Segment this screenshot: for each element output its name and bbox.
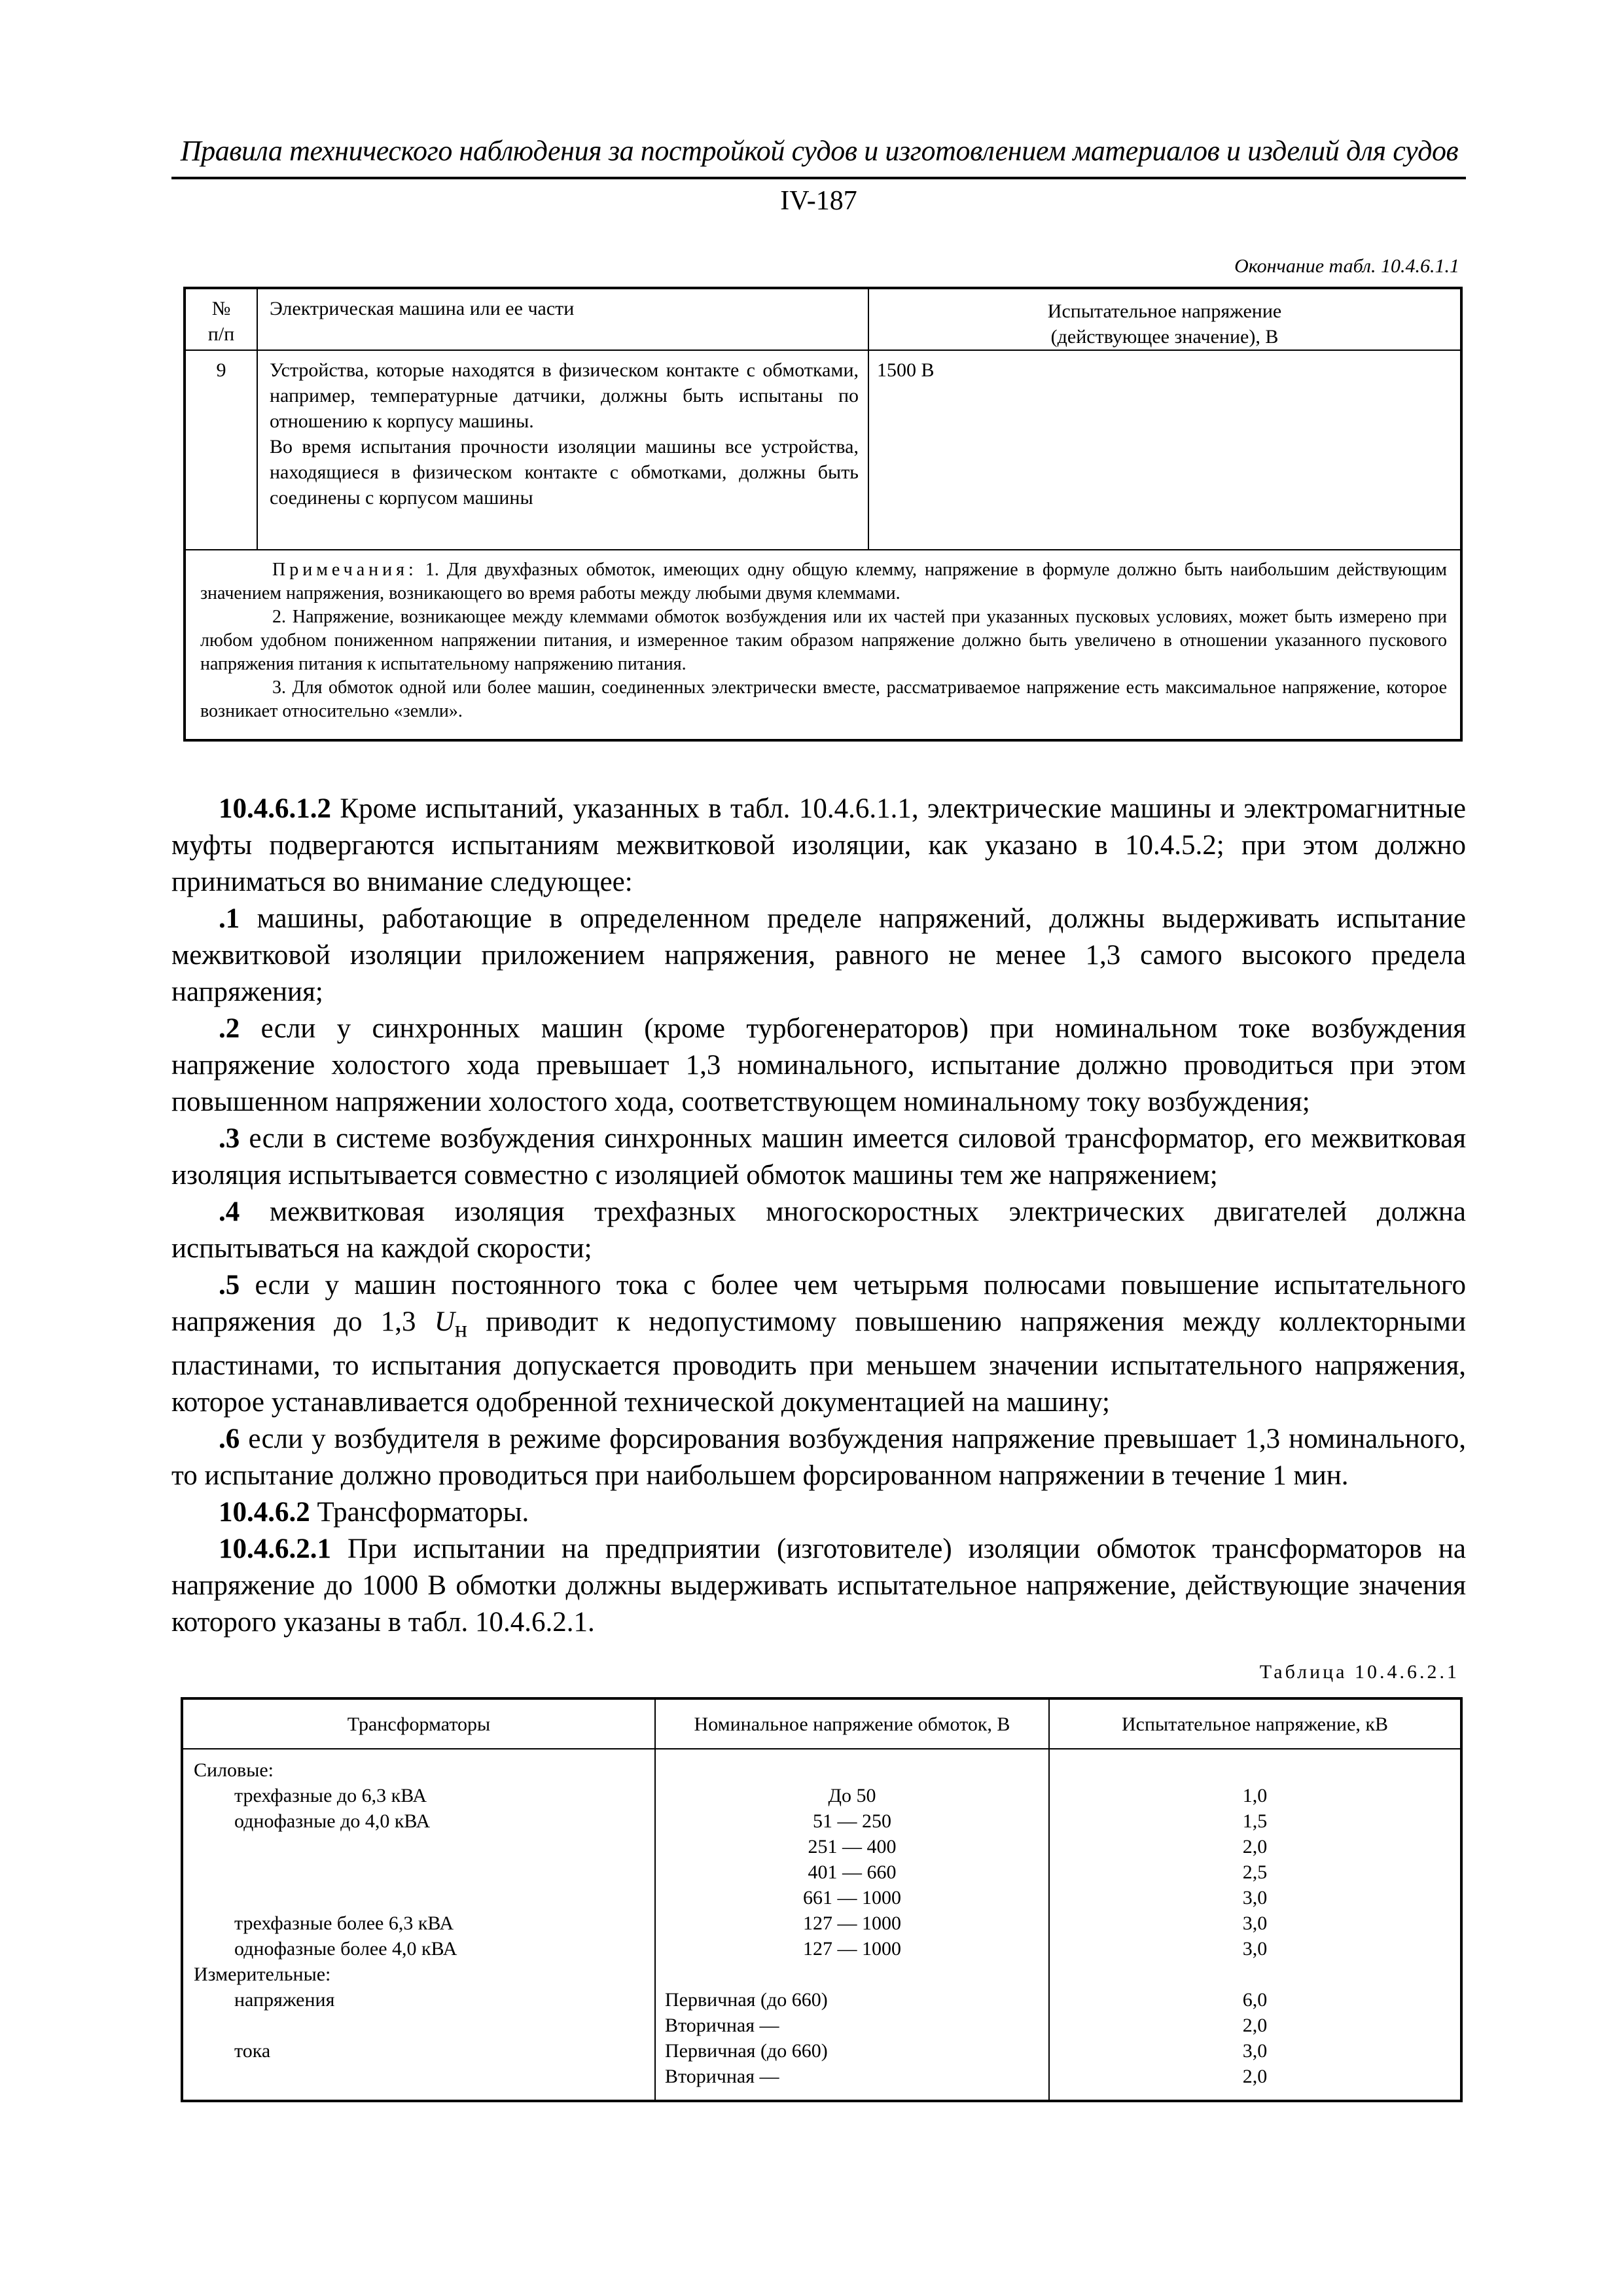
list-item (171, 1121, 1466, 1194)
header-number-line2: п/п (207, 323, 235, 345)
paragraph-text: Кроме испытаний, указанных в табл. 10.4.6.1.1, электрические машины и электромагнитные муфты подвергаются испытаниям межвитковой изоляции, как указано в 10.4.5.2; при этом должно приниматься во внимание следующее: (171, 793, 1466, 897)
cell-transformer-type: однофазные более 4,0 кВА (182, 1936, 655, 1962)
item-number: .2 (219, 1013, 240, 1044)
item-number: .5 (219, 1270, 240, 1300)
note-2: 2. Напряжение, возникающее между клеммами обмоток возбуждения или их частей при указанных пусковых условиях, может быть измерено при любом удобном пониженном напряжении питания, и измеренное таким образом напряжение должно быть увеличено в отношении указанного пускового напряжения питания к испытательному напряжению питания. (200, 607, 1447, 674)
cell-transformer-type: трехфазные до 6,3 кВА (182, 1783, 655, 1808)
table-notes-row (185, 550, 1461, 740)
list-item (171, 1267, 1466, 1421)
note-1-text: 1. Для двухфазных обмоток, имеющих одну общую клемму, напряжение в формуле должно быть наибольшим действующим значением напряжения, возникающего во время работы между любыми двумя клеммами. (200, 560, 1448, 603)
item-text: если в системе возбуждения синхронных машин имеется силовой трансформатор, его межвитковая изоляция испытывается совместно с изоляцией обмоток машины тем же напряжением; (171, 1123, 1466, 1191)
table1-caption: Окончание табл. 10.4.6.1.1 (1234, 255, 1459, 277)
item-text: межвитковая изоляция трехфазных многоскоростных электрических двигателей должна испытываться на каждой скорости; (171, 1196, 1466, 1264)
cell-transformer-type: Силовые: (182, 1749, 655, 1783)
clause-number: 10.4.6.1.2 (219, 793, 331, 824)
cell-nominal-voltage: 251 — 400 (655, 1834, 1049, 1859)
voltage-symbol: U (434, 1306, 455, 1337)
paragraph-text: Трансформаторы. (310, 1496, 529, 1528)
cell-transformer-type: однофазные до 4,0 кВА (182, 1808, 655, 1834)
cell-test-voltage: 2,0 (1049, 2064, 1461, 2101)
cell-test-voltage (1049, 1749, 1461, 1783)
cell-transformer-type (182, 1885, 655, 1910)
running-header-title: Правила технического наблюдения за постройкой судов и изготовлением материалов и изделий для судов (180, 135, 1459, 167)
table-notes (185, 550, 1461, 740)
table-row (182, 1962, 1461, 1987)
cell-test-voltage: 2,0 (1049, 1834, 1461, 1859)
table2-header-transformers: Трансформаторы (182, 1698, 655, 1749)
cell-transformer-type: трехфазные более 6,3 кВА (182, 1910, 655, 1936)
table-row (182, 2038, 1461, 2064)
item-number: .1 (219, 903, 240, 934)
cell-test-voltage: 3,0 (1049, 1936, 1461, 1962)
cell-transformer-type: напряжения (182, 1987, 655, 2013)
table-row (182, 1808, 1461, 1834)
item-text: машины, работающие в определенном пределе напряжений, должны выдерживать испытание межвитковой изоляции приложением напряжения, равного не менее 1,3 самого высокого предела напряжения; (171, 903, 1466, 1007)
cell-nominal-voltage (655, 1962, 1049, 1987)
cell-nominal-voltage: До 50 (655, 1783, 1049, 1808)
note-1 (200, 558, 1447, 605)
cell-nominal-voltage: 401 — 660 (655, 1859, 1049, 1885)
cell-nominal-voltage: Вторичная — (655, 2064, 1049, 2101)
cell-test-voltage: 2,0 (1049, 2013, 1461, 2038)
item-text: если у синхронных машин (кроме турбогенераторов) при номинальном токе возбуждения напряжение холостого хода превышает 1,3 номинального, испытание должно проводиться при этом повышенном напряжении холостого хода, соответствующем номинальному току возбуждения; (171, 1013, 1466, 1117)
cell-nominal-voltage: Первичная (до 660) (655, 2038, 1049, 2064)
cell-nominal-voltage: 51 — 250 (655, 1808, 1049, 1834)
paragraph-10-4-6-2 (171, 1494, 1466, 1531)
item-number: .4 (219, 1196, 240, 1227)
table1-header-number (185, 288, 257, 350)
item-text: если у возбудителя в режиме форсирования возбуждения напряжение превышает 1,3 номинального, то испытание должно проводиться при наибольшем форсированном напряжении в течение 1 мин. (171, 1423, 1466, 1491)
row-description-part2: Во время испытания прочности изоляции машины все устройства, находящиеся в физическом контакте с обмотками, должны быть соединены с корпусом машины (270, 436, 859, 509)
paragraph-text: При испытании на предприятии (изготовителе) изоляции обмоток трансформаторов на напряжение до 1000 В обмотки должны выдерживать испытательное напряжение, действующие значения которого указаны в табл. 10.4.6.2.1. (171, 1533, 1466, 1638)
table-row (182, 1910, 1461, 1936)
transformer-test-table (181, 1697, 1463, 2102)
table2-header-test: Испытательное напряжение, кВ (1049, 1698, 1461, 1749)
cell-nominal-voltage: 127 — 1000 (655, 1936, 1049, 1962)
header-voltage-line2: (действующее значение), В (1050, 326, 1279, 348)
cell-test-voltage: 3,0 (1049, 2038, 1461, 2064)
table-row (185, 350, 1461, 550)
voltage-subscript: н (454, 1316, 468, 1342)
cell-transformer-type: тока (182, 2038, 655, 2064)
table-row (182, 1987, 1461, 2013)
page-number: IV-187 (780, 186, 857, 216)
cell-transformer-type (182, 2064, 655, 2101)
cell-test-voltage: 1,0 (1049, 1783, 1461, 1808)
table1-header-voltage (868, 288, 1461, 350)
item-number: .3 (219, 1123, 240, 1154)
table-row (182, 1936, 1461, 1962)
clause-number: 10.4.6.2 (219, 1496, 310, 1528)
row-voltage: 1500 В (868, 350, 1461, 550)
item-number: .6 (219, 1423, 240, 1454)
table2-header-nominal: Номинальное напряжение обмоток, В (655, 1698, 1049, 1749)
header-number-line1: № (211, 298, 231, 319)
cell-transformer-type (182, 1859, 655, 1885)
cell-nominal-voltage: 127 — 1000 (655, 1910, 1049, 1936)
cell-test-voltage: 6,0 (1049, 1987, 1461, 2013)
header-rule (171, 177, 1466, 179)
cell-transformer-type: Измерительные: (182, 1962, 655, 1987)
row-description-part1: Устройства, которые находятся в физическом контакте с обмотками, например, температурные датчики, должны быть испытаны по отношению к корпусу машины. (270, 359, 859, 432)
cell-transformer-type (182, 1834, 655, 1859)
header-voltage-line1: Испытательное напряжение (1047, 300, 1282, 322)
table-row (182, 1885, 1461, 1910)
cell-test-voltage (1049, 1962, 1461, 1987)
cell-transformer-type (182, 2013, 655, 2038)
clause-number: 10.4.6.2.1 (219, 1533, 331, 1564)
paragraph-10-4-6-1-2 (171, 791, 1466, 901)
table2-body (182, 1749, 1461, 2101)
list-item (171, 1194, 1466, 1267)
table-row (182, 1859, 1461, 1885)
cell-test-voltage: 1,5 (1049, 1808, 1461, 1834)
table-row (182, 1749, 1461, 1783)
cell-test-voltage: 2,5 (1049, 1859, 1461, 1885)
table-row (182, 1783, 1461, 1808)
main-text (171, 791, 1466, 1641)
paragraph-10-4-6-2-1 (171, 1531, 1466, 1641)
note-3: 3. Для обмоток одной или более машин, соединенных электрически вместе, рассматриваемое напряжение есть максимальное напряжение, которое возникает относительно «земли». (200, 677, 1447, 721)
cell-nominal-voltage: Вторичная — (655, 2013, 1049, 2038)
cell-test-voltage: 3,0 (1049, 1885, 1461, 1910)
list-item (171, 901, 1466, 1011)
cell-nominal-voltage: 661 — 1000 (655, 1885, 1049, 1910)
table-row (182, 2064, 1461, 2101)
row-number: 9 (185, 350, 257, 550)
table2-caption: Таблица 10.4.6.2.1 (1259, 1661, 1459, 1683)
table-row (182, 2013, 1461, 2038)
cell-nominal-voltage: Первичная (до 660) (655, 1987, 1049, 2013)
cell-nominal-voltage (655, 1749, 1049, 1783)
notes-label: Примечания: (272, 560, 418, 580)
item-text: если у машин постоянного тока с более чем четырьмя полюсами повышение испытательного напряжения до 1,3 (171, 1270, 1466, 1337)
table-row (182, 1834, 1461, 1859)
list-item (171, 1421, 1466, 1494)
item-text-cont: приводит к недопустимому повышению напряжения между коллекторными пластинами, то испытания допускается проводить при меньшем значении испытательного напряжения, которое устанавливается одобренной технической документацией на машину; (171, 1306, 1466, 1418)
row-description (257, 350, 868, 550)
list-item (171, 1011, 1466, 1121)
cell-test-voltage: 3,0 (1049, 1910, 1461, 1936)
voltage-test-table-end (183, 287, 1463, 742)
table1-header-machine: Электрическая машина или ее части (257, 288, 868, 350)
